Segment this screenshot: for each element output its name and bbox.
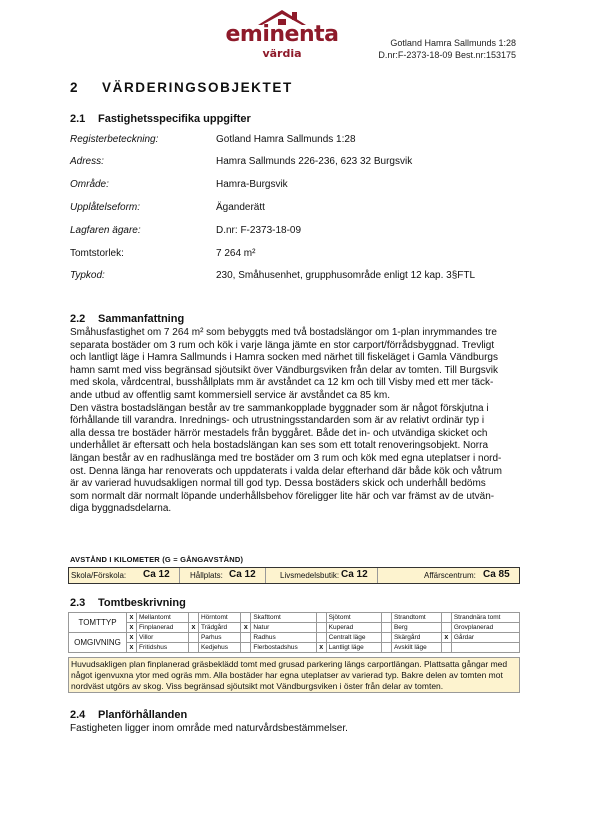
checkbox-cell: x bbox=[127, 643, 137, 653]
property-label: Tomtstorlek: bbox=[70, 248, 124, 259]
property-label: Lagfaren ägare: bbox=[70, 225, 141, 236]
table-row bbox=[69, 643, 520, 653]
plot-type-table bbox=[68, 612, 520, 653]
option-label: Fritidshus bbox=[137, 643, 189, 653]
option-label: Strandnära tomt bbox=[451, 613, 519, 623]
logo-subtitle: värdia bbox=[262, 47, 302, 60]
subsection-heading-2-2: 2.2 Sammanfattning bbox=[70, 313, 185, 325]
table-row bbox=[69, 633, 520, 643]
property-value: 230, Småhusenhet, grupphusområde enligt 12 kap. 3§FTL bbox=[216, 270, 476, 281]
option-label: Berg bbox=[391, 623, 441, 633]
checkbox-cell bbox=[316, 613, 326, 623]
option-label: Natur bbox=[251, 623, 316, 633]
summary-paragraph: Småhusfastighet om 7 264 m² som bebyggts med två bostadslängor om 1-plan inrymmandes tre separata bostäder om 3 rum och kök i varje länga jämte en stor carport/förrådsbyggnad. Trevligt och lantligt läge i Hamra Sallmunds i Hamra socken med närhet till fiskeläget i Gamla Vändburgs hamn samt med viss begränsad sjöutsikt över Vändburgsviken från delar av tomten. Till Burgsvik med skola, vårdcentral, busshållplats mm är avståndet ca 12 km och till Visby med ett mer täck- ande utbud av offentlig samt kommersiell service är avståndet ca 85 km. Den västra bostadslängan består av tre sammankopplade byggnader som är något förskjutna i förhållande till varandra. Inrednings- och utrustningsstandarden som är av relativt ordinär typ i alla dessa tre bostäder härrör mestadels från byggåret. Både det in- och utvändiga skicket och underhållet är eftersatt och hela bostadslängan kan ses som ett totalt renoveringsobjekt. Norra längan består av en radhuslänga med tre bostäder om 3 rum och kök med egna uteplatser i nord- ost. Denna länga har renoverats och uppdaterats i valda delar efterhand där både kök och våtrum är av varierad huvudsakligen normal till god typ. Dessa bostäders skick och underhåll bedöms som normalt där normalt löpande underhållsbehov föreligger lite här och var främst av de utvän- diga byggnadsdelarna. bbox=[70, 327, 502, 515]
distance-value: Ca 85 bbox=[483, 569, 510, 580]
header-property: Gotland Hamra Sallmunds 1:28 bbox=[390, 38, 516, 48]
option-label: Mellantomt bbox=[137, 613, 189, 623]
option-label: Sjötomt bbox=[326, 613, 381, 623]
checkbox-cell bbox=[441, 643, 451, 653]
checkbox-cell bbox=[241, 613, 251, 623]
checkbox-cell bbox=[316, 623, 326, 633]
company-logo bbox=[224, 6, 340, 62]
option-label: Hörntomt bbox=[198, 613, 240, 623]
section-heading bbox=[70, 80, 293, 95]
property-value: Hamra-Burgsvik bbox=[216, 179, 288, 190]
option-label bbox=[451, 643, 519, 653]
property-value: Gotland Hamra Sallmunds 1:28 bbox=[216, 134, 356, 145]
distance-label: Livsmedelsbutik: bbox=[280, 571, 340, 580]
checkbox-cell bbox=[381, 613, 391, 623]
distance-value: Ca 12 bbox=[143, 569, 170, 580]
option-label: Trädgård bbox=[198, 623, 240, 633]
subsection-heading-2-4: 2.4 Planförhållanden bbox=[70, 709, 188, 721]
distance-value: Ca 12 bbox=[229, 569, 256, 580]
option-label: Villor bbox=[137, 633, 189, 643]
checkbox-cell: x bbox=[241, 623, 251, 633]
logo-wordmark: eminenta bbox=[225, 22, 339, 47]
property-label: Typkod: bbox=[70, 270, 105, 281]
option-label: Gårdar bbox=[451, 633, 519, 643]
option-label: Avskilt läge bbox=[391, 643, 441, 653]
checkbox-cell bbox=[188, 613, 198, 623]
checkbox-cell bbox=[241, 643, 251, 653]
checkbox-cell: x bbox=[127, 613, 137, 623]
plan-text: Fastigheten ligger inom område med naturvårdsbestämmelser. bbox=[70, 723, 348, 734]
property-value: Hamra Sallmunds 226-236, 623 32 Burgsvik bbox=[216, 156, 413, 167]
checkbox-cell: x bbox=[441, 633, 451, 643]
property-label: Upplåtelseform: bbox=[70, 202, 141, 213]
property-value: 7 264 m² bbox=[216, 248, 256, 259]
document-header bbox=[378, 37, 516, 61]
option-label: Lantligt läge bbox=[326, 643, 381, 653]
header-reference: D.nr:F-2373-18-09 Best.nr:153175 bbox=[378, 50, 516, 60]
distance-label: Skola/Förskola: bbox=[71, 571, 127, 580]
checkbox-cell: x bbox=[127, 623, 137, 633]
option-label: Finplanerad bbox=[137, 623, 189, 633]
distance-label: Hållplats: bbox=[190, 571, 223, 580]
checkbox-cell bbox=[241, 633, 251, 643]
option-label: Parhus bbox=[198, 633, 240, 643]
checkbox-cell bbox=[441, 613, 451, 623]
checkbox-cell bbox=[316, 633, 326, 643]
checkbox-cell bbox=[381, 643, 391, 653]
subsection-heading-2-1: 2.1 Fastighetsspecifika uppgifter bbox=[70, 113, 251, 125]
option-label: Kedjehus bbox=[198, 643, 240, 653]
subsection-heading-2-3: 2.3 Tomtbeskrivning bbox=[70, 597, 186, 609]
option-label: Grovplanerad bbox=[451, 623, 519, 633]
option-label: Skärgård bbox=[391, 633, 441, 643]
option-label: Radhus bbox=[251, 633, 316, 643]
option-label: Flerbostadshus bbox=[251, 643, 316, 653]
table-row bbox=[69, 613, 520, 623]
checkbox-cell bbox=[381, 623, 391, 633]
option-label: Kuperad bbox=[326, 623, 381, 633]
option-label: Centralt läge bbox=[326, 633, 381, 643]
plot-description: Huvudsakligen plan finplanerad gräsbeklädd tomt med grusad parkering längs carportlängan. Plattsatta gångar med något igenvuxna ytor med ogräs mm. Alla bostäder har egna uteplatser av varierad typ. Bakre delen av tomten mot nordväst utgörs av skog. Viss begränsad sjöutsikt mot Vändburgsviken i öster från delar av tomten. bbox=[68, 657, 520, 693]
checkbox-cell: x bbox=[316, 643, 326, 653]
property-value: D.nr: F-2373-18-09 bbox=[216, 225, 302, 236]
distance-label: Affärscentrum: bbox=[424, 571, 476, 580]
property-label: Adress: bbox=[70, 156, 104, 167]
checkbox-cell bbox=[381, 633, 391, 643]
property-label: Registerbeteckning: bbox=[70, 134, 159, 145]
option-label: Strandtomt bbox=[391, 613, 441, 623]
distance-value: Ca 12 bbox=[341, 569, 368, 580]
property-label: Område: bbox=[70, 179, 109, 190]
table-row bbox=[69, 623, 520, 633]
checkbox-cell bbox=[441, 623, 451, 633]
property-value: Äganderätt bbox=[216, 202, 265, 213]
checkbox-cell bbox=[188, 643, 198, 653]
checkbox-cell bbox=[188, 633, 198, 643]
distance-table bbox=[68, 567, 520, 584]
tomttyp-label: TOMTTYP bbox=[69, 613, 127, 633]
checkbox-cell: x bbox=[127, 633, 137, 643]
section-title: VÄRDERINGSOBJEKTET bbox=[102, 80, 293, 95]
omgivning-label: OMGIVNING bbox=[69, 633, 127, 653]
option-label: Skafttomt bbox=[251, 613, 316, 623]
section-number: 2 bbox=[70, 80, 80, 95]
distance-heading: AVSTÅND I KILOMETER (G = GÅNGAVSTÅND) bbox=[70, 555, 244, 564]
checkbox-cell: x bbox=[188, 623, 198, 633]
